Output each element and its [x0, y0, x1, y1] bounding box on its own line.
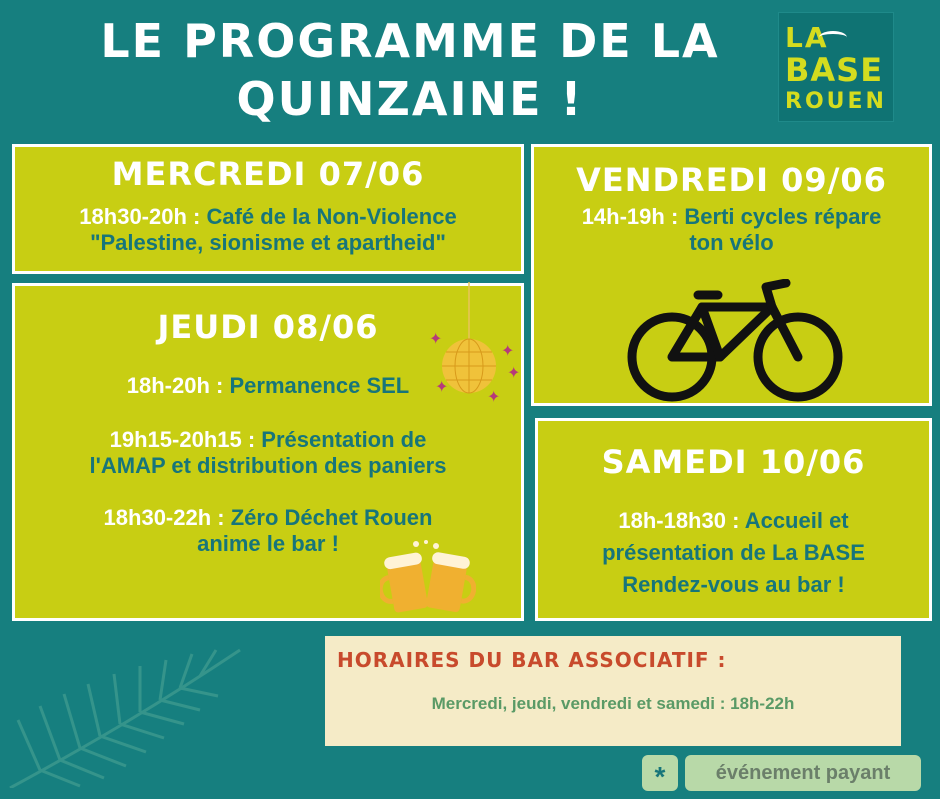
- logo-text-3: ROUEN: [785, 89, 887, 114]
- day-card-friday: [531, 144, 932, 406]
- event-time: 18h30-22h :: [103, 505, 225, 530]
- event-item: [538, 505, 929, 601]
- event-time: 18h30-20h :: [79, 204, 201, 229]
- title-line-2: QUINZAINE !: [236, 72, 584, 126]
- event-description: Berti cycles répare: [684, 204, 882, 229]
- svg-text:✦: ✦: [487, 387, 501, 406]
- la-base-logo: [778, 12, 894, 122]
- event-time: 18h-18h30 :: [618, 508, 740, 533]
- event-description: Café de la Non-Violence: [206, 204, 457, 229]
- event-description-2: l'AMAP et distribution des paniers: [89, 453, 447, 478]
- event-time: 19h15-20h15 :: [109, 427, 256, 452]
- logo-text-2: BASE: [785, 51, 884, 89]
- event-description-2: "Palestine, sionisme et apartheid": [90, 230, 446, 255]
- event-description: Permanence SEL: [229, 373, 410, 398]
- palm-leaf-icon: [0, 640, 260, 788]
- logo-swoosh: [819, 31, 847, 44]
- event-time: 18h-20h :: [126, 373, 224, 398]
- event-description-2: présentation de La BASE: [602, 540, 865, 565]
- event-description: Accueil et: [744, 508, 849, 533]
- day-heading: JEUDI 08/06: [157, 308, 379, 346]
- event-item: [15, 204, 521, 256]
- day-card-saturday: [535, 418, 932, 621]
- day-card-wednesday: [12, 144, 524, 274]
- page-title: [60, 12, 760, 128]
- svg-text:✦: ✦: [429, 329, 443, 348]
- bar-hours-heading: HORAIRES DU BAR ASSOCIATIF :: [337, 648, 727, 672]
- day-heading: VENDREDI 09/06: [576, 161, 887, 199]
- svg-text:✦: ✦: [507, 363, 521, 382]
- bicycle-icon: [622, 279, 846, 403]
- bar-hours-schedule: Mercredi, jeudi, vendredi et samedi : 18h-22h: [431, 694, 795, 713]
- event-description: Zéro Déchet Rouen: [230, 505, 433, 530]
- event-description-2: anime le bar !: [197, 531, 339, 556]
- day-heading: MERCREDI 07/06: [111, 155, 425, 193]
- logo-text-1: LA: [785, 21, 829, 54]
- title-line-1: LE PROGRAMME DE LA: [100, 14, 720, 68]
- disco-ball-icon: [425, 282, 525, 412]
- event-description: Présentation de: [261, 427, 427, 452]
- svg-text:✦: ✦: [501, 341, 515, 360]
- event-description-3: Rendez-vous au bar !: [622, 572, 845, 597]
- event-item: [534, 204, 929, 256]
- beer-mugs-icon: [380, 538, 476, 618]
- paid-event-legend: événement payant: [685, 755, 921, 791]
- svg-text:✦: ✦: [435, 377, 449, 396]
- asterisk-badge: *: [642, 755, 678, 791]
- event-time: 14h-19h :: [581, 204, 679, 229]
- event-item: [15, 427, 521, 479]
- bar-hours-panel: [325, 636, 901, 746]
- event-description-2: ton vélo: [689, 230, 774, 255]
- day-heading: SAMEDI 10/06: [601, 443, 866, 481]
